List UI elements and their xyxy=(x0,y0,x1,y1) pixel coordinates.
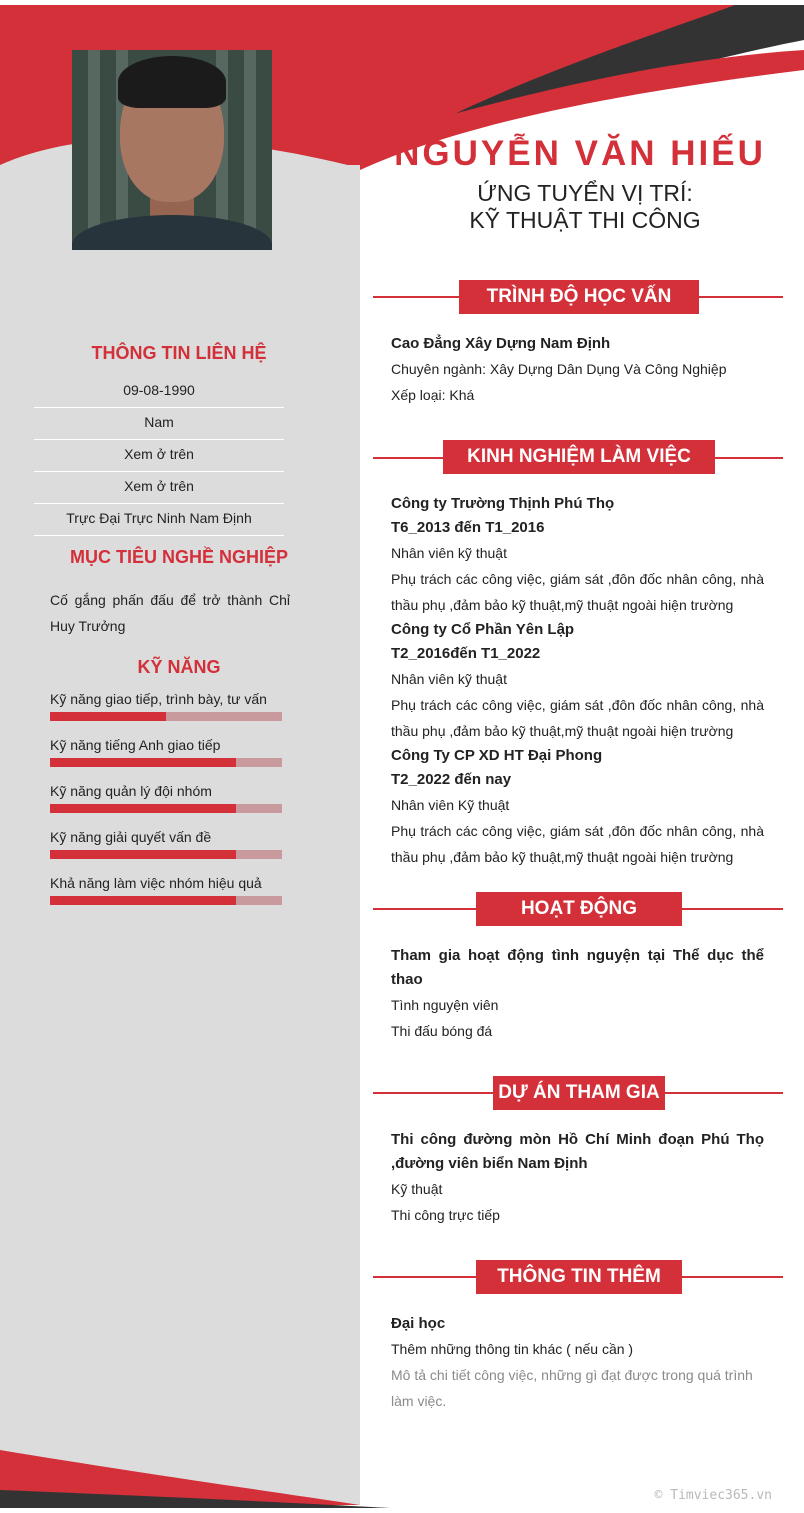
candidate-name: NGUYỄN VĂN HIẾU xyxy=(394,134,766,173)
position-value: KỸ THUẬT THI CÔNG xyxy=(469,207,701,233)
skill-bar xyxy=(50,804,282,813)
skill-bar-fill xyxy=(50,850,236,859)
education-major: Chuyên ngành: Xây Dựng Dân Dụng Và Công Nghiệp xyxy=(391,361,727,377)
contact-address: Trực Đại Trực Ninh Nam Định xyxy=(34,504,284,536)
education-grade: Xếp loại: Khá xyxy=(391,387,475,403)
skill-label: Kỹ năng quản lý đội nhóm xyxy=(50,783,212,799)
objective-title: MỤC TIÊU NGHỀ NGHIỆP xyxy=(69,547,288,567)
experience-role: Nhân viên kỹ thuật xyxy=(391,671,507,687)
project-role: Kỹ thuật xyxy=(391,1181,443,1197)
skill-bar xyxy=(50,758,282,767)
skill-bar xyxy=(50,896,282,905)
additional-title: THÔNG TIN THÊM xyxy=(476,1260,682,1294)
experience-desc: Phụ trách các công việc, giám sát ,đôn đốc nhân công, nhà thầu phụ ,đảm bảo kỹ thuật,mỹ thuật ngoài hiện trường xyxy=(391,823,764,865)
additional-text: Thêm những thông tin khác ( nếu cần ) xyxy=(391,1341,634,1357)
skill-bar-fill xyxy=(50,712,166,721)
contact-birthday: 09-08-1990 xyxy=(34,376,284,408)
skill-bar-fill xyxy=(50,896,236,905)
contact-phone: Xem ở trên xyxy=(34,440,284,472)
skill-bar-fill xyxy=(50,758,236,767)
skill-label: Kỹ năng giao tiếp, trình bày, tư vấn xyxy=(50,691,267,707)
skill-label: Kỹ năng tiếng Anh giao tiếp xyxy=(50,737,221,753)
experience-role: Nhân viên Kỹ thuật xyxy=(391,797,510,813)
experience-company: Công ty Trường Thịnh Phú Thọ xyxy=(391,495,615,512)
skills-title: KỸ NĂNG xyxy=(137,657,221,677)
experience-role: Nhân viên kỹ thuật xyxy=(391,545,507,561)
contact-gender: Nam xyxy=(34,408,284,440)
skill-label: Khả năng làm việc nhóm hiệu quả xyxy=(50,875,262,891)
contact-email: Xem ở trên xyxy=(34,472,284,504)
education-school: Cao Đẳng Xây Dựng Nam Định xyxy=(391,335,611,352)
experience-desc: Phụ trách các công việc, giám sát ,đôn đốc nhân công, nhà thầu phụ ,đảm bảo kỹ thuật,mỹ thuật ngoài hiện trường xyxy=(391,697,764,739)
avatar-photo xyxy=(72,50,272,250)
applied-position xyxy=(380,180,790,234)
experience-desc: Phụ trách các công việc, giám sát ,đôn đốc nhân công, nhà thầu phụ ,đảm bảo kỹ thuật,mỹ thuật ngoài hiện trường xyxy=(391,571,764,613)
activity-name: Tham gia hoạt động tình nguyện tại Thể dục thể thao xyxy=(391,947,764,988)
skill-bar xyxy=(50,850,282,859)
activity-desc: Thi đấu bóng đá xyxy=(391,1023,493,1039)
activity-role: Tình nguyện viên xyxy=(391,997,499,1013)
additional-name: Đại học xyxy=(391,1315,446,1332)
activities-title: HOẠT ĐỘNG xyxy=(476,892,682,926)
contact-title: THÔNG TIN LIÊN HỆ xyxy=(91,343,267,363)
experience-period: T2_2022 đến nay xyxy=(391,771,512,788)
experience-title: KINH NGHIỆM LÀM VIỆC xyxy=(443,440,715,474)
experience-company: Công Ty CP XD HT Đại Phong xyxy=(391,747,603,764)
skill-label: Kỹ năng giải quyết vấn đề xyxy=(50,829,212,845)
position-label: ỨNG TUYỂN VỊ TRÍ: xyxy=(477,180,693,206)
footer-watermark: © Timviec365.vn xyxy=(654,1488,772,1503)
projects-title: DỰ ÁN THAM GIA xyxy=(493,1076,665,1110)
project-name: Thi công đường mòn Hồ Chí Minh đoạn Phú Thọ ,đường viên biển Nam Định xyxy=(391,1131,764,1172)
experience-company: Công ty Cổ Phần Yên Lập xyxy=(391,621,575,638)
additional-placeholder: Mô tả chi tiết công việc, những gì đạt được trong quá trình làm việc. xyxy=(391,1367,753,1409)
education-title: TRÌNH ĐỘ HỌC VẤN xyxy=(459,280,699,314)
experience-period: T6_2013 đến T1_2016 xyxy=(391,519,545,536)
experience-period: T2_2016đến T1_2022 xyxy=(391,645,541,662)
skill-bar xyxy=(50,712,282,721)
project-desc: Thi công trực tiếp xyxy=(391,1207,500,1223)
skill-bar-fill xyxy=(50,804,236,813)
objective-text: Cố gắng phấn đấu để trở thành Chỉ Huy Trưởng xyxy=(50,592,290,634)
